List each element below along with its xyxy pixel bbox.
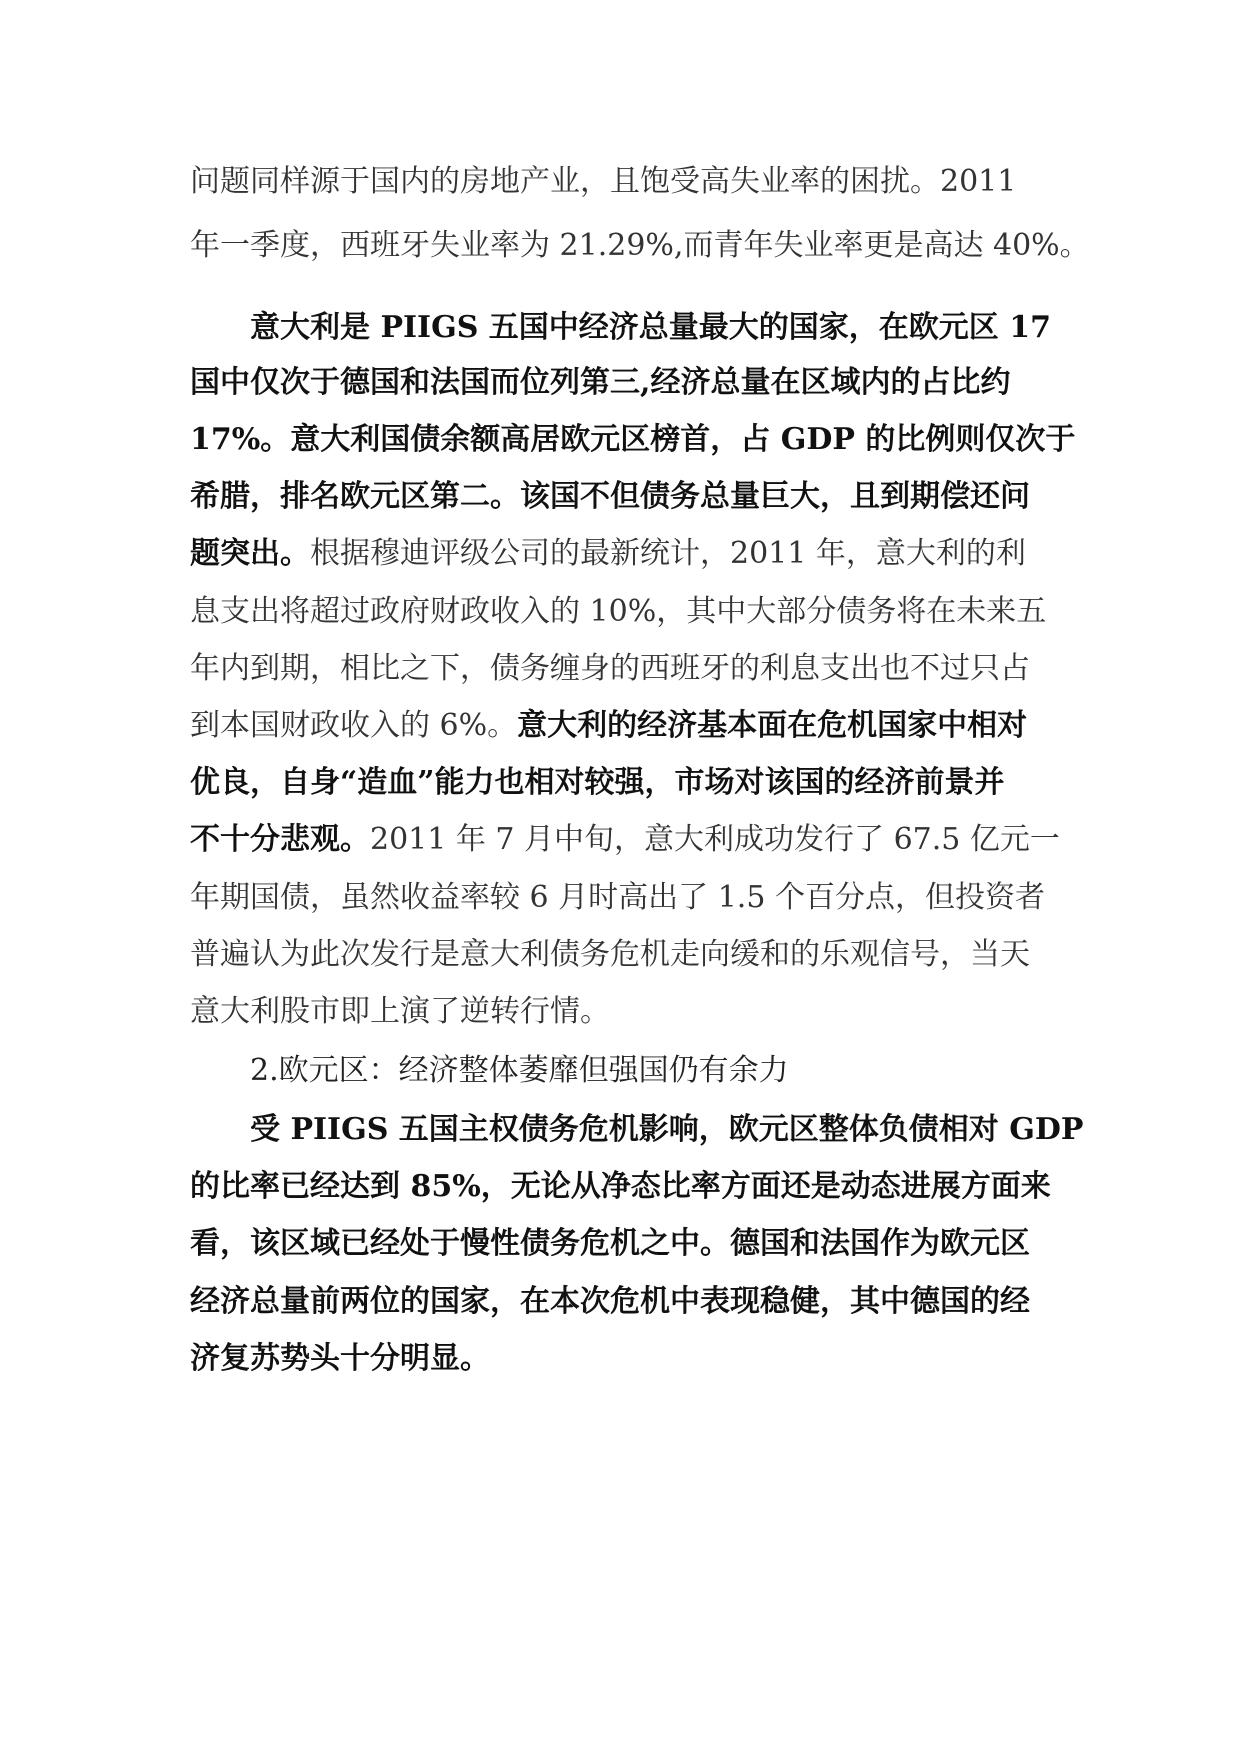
text-run: 息支出将超过政府财政收入的 10%，其中大部分债务将在未来五	[190, 594, 1047, 629]
text-run: 国中仅次于德国和法国而位列第三,经济总量在区域内的占比约	[190, 365, 1011, 400]
text-run: 济复苏势头十分明显。	[190, 1341, 490, 1376]
text-run: 2.欧元区：经济整体萎靡但强国仍有余力	[250, 1053, 789, 1088]
paragraph-line	[190, 639, 1070, 699]
paragraph-line	[190, 410, 1076, 470]
text-run: 意大利是 PIIGS 五国中经济总量最大的国家，在欧元区 17	[250, 310, 1051, 345]
paragraph-line	[190, 1214, 1070, 1274]
paragraph-line	[190, 1157, 1070, 1217]
paragraph-line	[190, 467, 1070, 527]
paragraph-line	[190, 982, 1070, 1042]
text-run: 经济总量前两位的国家，在本次危机中表现稳健，其中德国的经	[190, 1284, 1030, 1319]
paragraph-line	[190, 582, 1070, 642]
text-run: 问题同样源于国内的房地产业，且饱受高失业率的困扰。2011	[190, 164, 1017, 199]
text-run: 年期国债，虽然收益率较 6 月时高出了 1.5 个百分点，但投资者	[190, 880, 1045, 915]
paragraph-line	[190, 1329, 1070, 1389]
paragraph-line	[190, 216, 1090, 276]
text-run: 不十分悲观。	[190, 822, 370, 857]
text-run: 根据穆迪评级公司的最新统计，2011 年，意大利的利	[310, 536, 1026, 571]
text-run: 优良，自身“造血”能力也相对较强，市场对该国的经济前景并	[190, 765, 1005, 800]
text-run: 意大利的经济基本面在危机国家中相对	[517, 708, 1028, 743]
text-run: 到本国财政收入的 6%。	[190, 708, 518, 743]
paragraph-line	[190, 696, 1070, 756]
text-run: 2011 年 7 月中旬，意大利成功发行了 67.5 亿元一	[370, 822, 1060, 857]
text-run: 17%。意大利国债余额高居欧元区榜首，占 GDP 的比例则仅次于	[190, 422, 1076, 457]
paragraph-line	[190, 753, 1070, 813]
text-run: 意大利股市即上演了逆转行情。	[190, 994, 610, 1029]
paragraph-line	[190, 868, 1070, 928]
section-heading	[250, 1041, 1070, 1101]
text-run: 年一季度，西班牙失业率为 21.29%,而青年失业率更是高达 40%。	[190, 228, 1090, 263]
text-run: 看，该区域已经处于慢性债务危机之中。德国和法国作为欧元区	[190, 1226, 1030, 1261]
paragraph-line	[190, 524, 1070, 584]
text-run: 受 PIIGS 五国主权债务危机影响，欧元区整体负债相对 GDP	[250, 1112, 1084, 1147]
text-run: 的比率已经达到 85%，无论从净态比率方面还是动态进展方面来	[190, 1169, 1051, 1204]
paragraph-line	[190, 1272, 1070, 1332]
paragraph-line	[190, 353, 1070, 413]
paragraph-line	[190, 152, 1070, 212]
paragraph-line	[250, 298, 1070, 358]
paragraph-line	[190, 810, 1070, 870]
text-run: 普遍认为此次发行是意大利债务危机走向缓和的乐观信号，当天	[190, 937, 1030, 972]
text-run: 希腊，排名欧元区第二。该国不但债务总量巨大，且到期偿还问	[190, 479, 1030, 514]
paragraph-line	[250, 1100, 1084, 1160]
paragraph-line	[190, 925, 1070, 985]
text-run: 年内到期，相比之下，债务缠身的西班牙的利息支出也不过只占	[190, 651, 1030, 686]
text-run: 题突出。	[190, 536, 310, 571]
